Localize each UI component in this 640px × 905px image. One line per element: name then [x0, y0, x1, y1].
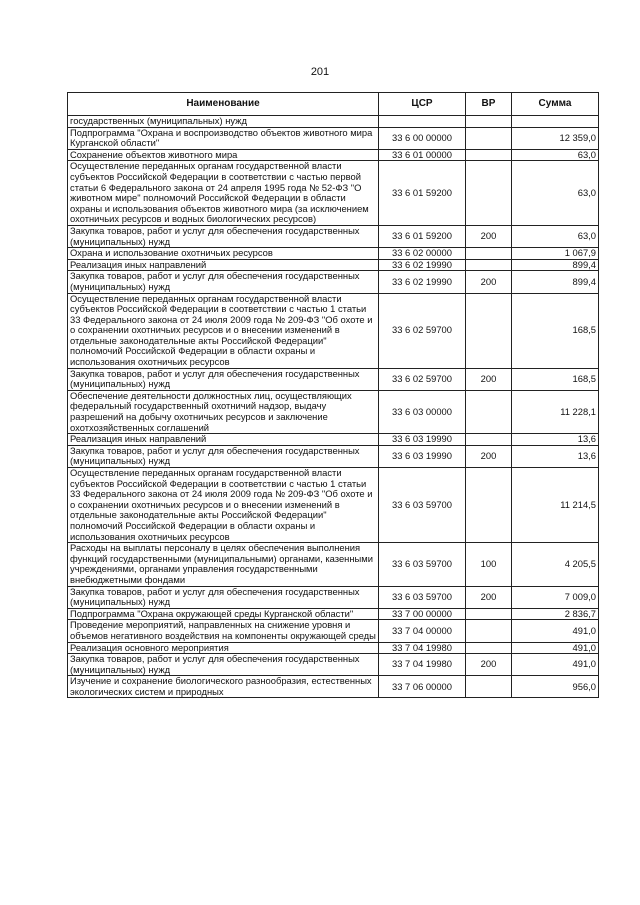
row-csr-cell: 33 6 02 59700: [379, 368, 466, 390]
row-sum-cell: 11 214,5: [512, 468, 599, 543]
row-name-cell: Реализация основного мероприятия: [68, 642, 379, 654]
row-csr-cell: 33 6 03 19990: [379, 434, 466, 446]
row-name-cell: Осуществление переданных органам государственной власти субъектов Российской Федерации в соответствии с частью 1 статьи 33 Федерального закона от 24 июля 2009 года № 209-ФЗ "Об охоте и о сохранении охотничьих ресурсов и о внесении изменений в отдельные законодательные акты Российской Федерации" полномочий Российской Федерации в области охраны и использования охотничьих ресурсов: [68, 293, 379, 368]
page-number: 201: [310, 66, 330, 78]
row-name-cell: Осуществление переданных органам государственной власти субъектов Российской Федерации в соответствии с частью первой статьи 6 Федерального закона от 24 апреля 1995 года № 52-ФЗ "О животном мире" полномочий Российской Федерации в области охраны и использования объектов животного мира (за исключением охотничьих ресурсов и водных биологических ресурсов): [68, 161, 379, 226]
row-sum-cell: 2 836,7: [512, 608, 599, 620]
row-vr-cell: [466, 620, 512, 642]
row-vr-cell: [466, 161, 512, 226]
table-header-row: [68, 93, 599, 116]
row-vr-cell: [466, 642, 512, 654]
row-name-cell: Подпрограмма "Охрана и воспроизводство объектов животного мира Курганской области": [68, 127, 379, 149]
row-sum-cell: 12 359,0: [512, 127, 599, 149]
row-name-cell: Закупка товаров, работ и услуг для обеспечения государственных (муниципальных) нужд: [68, 225, 379, 247]
row-vr-cell: [466, 259, 512, 271]
table-row: [68, 543, 599, 586]
row-sum-cell: 63,0: [512, 225, 599, 247]
row-csr-cell: 33 6 00 00000: [379, 127, 466, 149]
row-sum-cell: 13,6: [512, 434, 599, 446]
table-row: [68, 225, 599, 247]
table-row: [68, 642, 599, 654]
row-csr-cell: 33 7 04 19980: [379, 642, 466, 654]
row-sum-cell: 63,0: [512, 149, 599, 161]
row-sum-cell: 491,0: [512, 654, 599, 676]
row-csr-cell: 33 6 03 00000: [379, 390, 466, 433]
row-name-cell: Сохранение объектов животного мира: [68, 149, 379, 161]
row-name-cell: Обеспечение деятельности должностных лиц, осуществляющих федеральный государственный охотничий надзор, выдачу разрешений на добычу охотничьих ресурсов и заключение охотхозяйственных соглашений: [68, 390, 379, 433]
row-name-cell: Закупка товаров, работ и услуг для обеспечения государственных (муниципальных) нужд: [68, 654, 379, 676]
row-vr-cell: [466, 116, 512, 128]
row-csr-cell: 33 6 01 00000: [379, 149, 466, 161]
row-name-cell: Закупка товаров, работ и услуг для обеспечения государственных (муниципальных) нужд: [68, 271, 379, 293]
row-name-cell: Изучение и сохранение биологического разнообразия, естественных экологических систем и природных: [68, 676, 379, 698]
row-csr-cell: 33 6 02 19990: [379, 271, 466, 293]
table-row: [68, 608, 599, 620]
row-name-cell: Проведение мероприятий, направленных на снижение уровня и объемов негативного воздействия на компоненты окружающей среды: [68, 620, 379, 642]
row-sum-cell: 11 228,1: [512, 390, 599, 433]
row-csr-cell: 33 6 02 59700: [379, 293, 466, 368]
table-row: [68, 248, 599, 260]
header-name: Наименование: [68, 93, 379, 116]
row-csr-cell: 33 7 04 00000: [379, 620, 466, 642]
row-vr-cell: 200: [466, 271, 512, 293]
row-vr-cell: 200: [466, 586, 512, 608]
row-csr-cell: 33 6 03 59700: [379, 468, 466, 543]
row-csr-cell: 33 6 03 59700: [379, 543, 466, 586]
table-row: [68, 259, 599, 271]
row-sum-cell: 1 067,9: [512, 248, 599, 260]
row-vr-cell: [466, 293, 512, 368]
table-row: [68, 390, 599, 433]
row-csr-cell: 33 6 03 19990: [379, 445, 466, 467]
row-sum-cell: 63,0: [512, 161, 599, 226]
row-vr-cell: 200: [466, 654, 512, 676]
row-sum-cell: 956,0: [512, 676, 599, 698]
row-csr-cell: 33 6 01 59200: [379, 225, 466, 247]
row-sum-cell: 168,5: [512, 293, 599, 368]
row-vr-cell: [466, 248, 512, 260]
row-vr-cell: [466, 149, 512, 161]
table-row: [68, 468, 599, 543]
row-name-cell: Подпрограмма "Охрана окружающей среды Курганской области": [68, 608, 379, 620]
row-name-cell: Охрана и использование охотничьих ресурсов: [68, 248, 379, 260]
row-name-cell: Закупка товаров, работ и услуг для обеспечения государственных (муниципальных) нужд: [68, 586, 379, 608]
table-row: [68, 445, 599, 467]
table-row: [68, 586, 599, 608]
table-row: [68, 149, 599, 161]
row-csr-cell: [379, 116, 466, 128]
table-body: [68, 116, 599, 698]
row-sum-cell: 491,0: [512, 620, 599, 642]
row-sum-cell: 7 009,0: [512, 586, 599, 608]
row-sum-cell: 899,4: [512, 271, 599, 293]
table-row: [68, 368, 599, 390]
row-csr-cell: 33 7 04 19980: [379, 654, 466, 676]
row-sum-cell: 4 205,5: [512, 543, 599, 586]
row-name-cell: Расходы на выплаты персоналу в целях обеспечения выполнения функций государственными (муниципальными) органами, казенными учреждениями, органами управления государственными внебюджетными фондами: [68, 543, 379, 586]
table-row: [68, 271, 599, 293]
row-csr-cell: 33 6 02 00000: [379, 248, 466, 260]
table-row: [68, 620, 599, 642]
row-csr-cell: 33 7 06 00000: [379, 676, 466, 698]
row-vr-cell: [466, 608, 512, 620]
row-vr-cell: [466, 468, 512, 543]
budget-table: [67, 92, 599, 698]
row-name-cell: Закупка товаров, работ и услуг для обеспечения государственных (муниципальных) нужд: [68, 445, 379, 467]
row-vr-cell: [466, 676, 512, 698]
row-name-cell: государственных (муниципальных) нужд: [68, 116, 379, 128]
table-row: [68, 116, 599, 128]
row-sum-cell: 168,5: [512, 368, 599, 390]
row-vr-cell: [466, 127, 512, 149]
row-sum-cell: 13,6: [512, 445, 599, 467]
row-name-cell: Осуществление переданных органам государственной власти субъектов Российской Федерации в соответствии с частью 1 статьи 33 Федерального закона от 24 июля 2009 года № 209-ФЗ "Об охоте и о сохранении охотничьих ресурсов и о внесении изменений в отдельные законодательные акты Российской Федерации" полномочий Российской Федерации в области охраны и использования охотничьих ресурсов: [68, 468, 379, 543]
row-csr-cell: 33 6 01 59200: [379, 161, 466, 226]
row-vr-cell: [466, 390, 512, 433]
table-row: [68, 161, 599, 226]
table-row: [68, 293, 599, 368]
table-row: [68, 654, 599, 676]
row-vr-cell: 100: [466, 543, 512, 586]
row-name-cell: Реализация иных направлений: [68, 259, 379, 271]
row-sum-cell: 899,4: [512, 259, 599, 271]
header-vr: ВР: [466, 93, 512, 116]
row-vr-cell: [466, 434, 512, 446]
row-sum-cell: [512, 116, 599, 128]
table-row: [68, 127, 599, 149]
row-csr-cell: 33 7 00 00000: [379, 608, 466, 620]
row-name-cell: Реализация иных направлений: [68, 434, 379, 446]
table-row: [68, 676, 599, 698]
row-vr-cell: 200: [466, 368, 512, 390]
header-csr: ЦСР: [379, 93, 466, 116]
header-sum: Сумма: [512, 93, 599, 116]
row-vr-cell: 200: [466, 445, 512, 467]
row-sum-cell: 491,0: [512, 642, 599, 654]
table-row: [68, 434, 599, 446]
row-csr-cell: 33 6 02 19990: [379, 259, 466, 271]
row-vr-cell: 200: [466, 225, 512, 247]
row-csr-cell: 33 6 03 59700: [379, 586, 466, 608]
row-name-cell: Закупка товаров, работ и услуг для обеспечения государственных (муниципальных) нужд: [68, 368, 379, 390]
